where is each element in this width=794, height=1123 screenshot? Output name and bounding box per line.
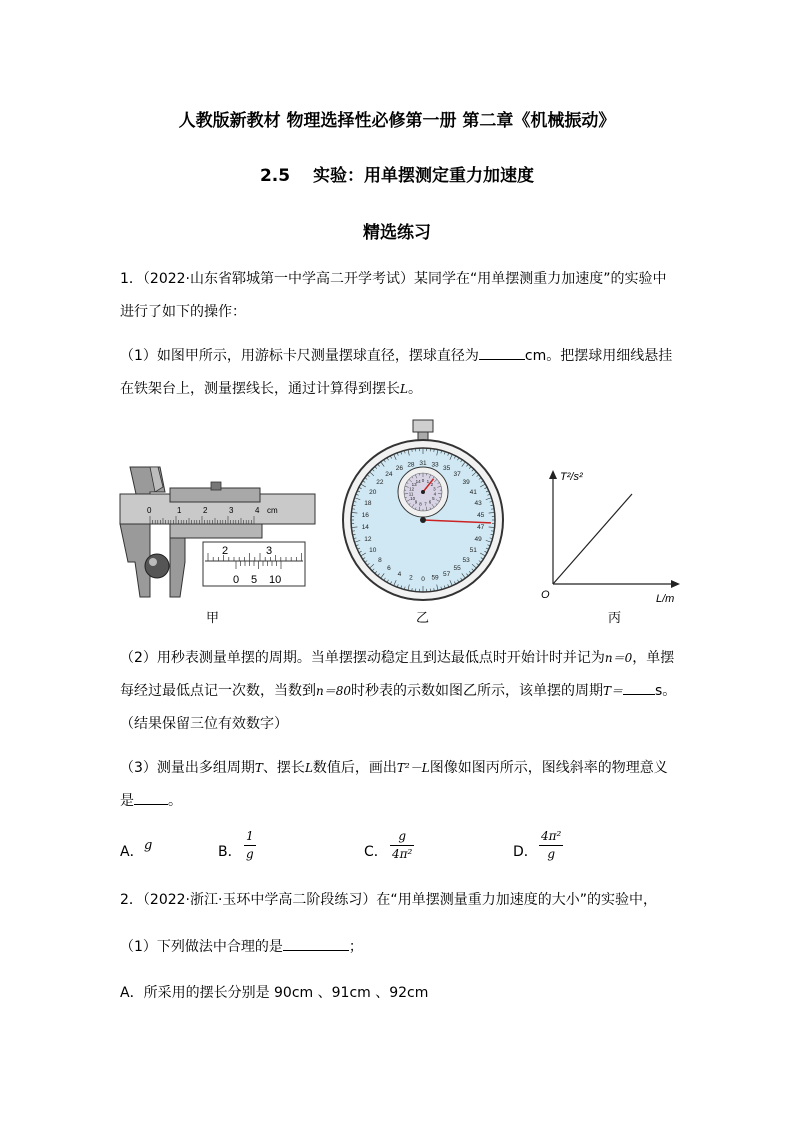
- dial-number: 45: [477, 511, 485, 519]
- subtitle: 精选练习: [363, 223, 431, 243]
- dial-number: 24: [385, 471, 393, 479]
- graph-line: [553, 494, 632, 584]
- answer-blank-q2[interactable]: [283, 935, 349, 951]
- minute-dial-number: 5: [432, 496, 435, 501]
- minute-dial-number: 6: [428, 499, 432, 505]
- dial-number: 16: [361, 511, 369, 519]
- option-d-fraction: 4π² g: [541, 829, 562, 861]
- zoom-vernier-label-10: 10: [269, 574, 282, 586]
- caliper-tick-label-2: 2: [203, 506, 208, 515]
- minute-dial-number: 3: [433, 486, 436, 492]
- answer-blank-period[interactable]: [623, 679, 655, 695]
- dial-number: 59: [431, 574, 439, 582]
- minute-dial-number: 2: [430, 481, 434, 487]
- dial-number: 20: [369, 489, 377, 496]
- dial-number: 53: [462, 556, 470, 564]
- dial-number: 28: [407, 461, 415, 469]
- q2-option-a: A．所采用的摆长分别是 90cm 、91cm 、92cm: [120, 985, 429, 1001]
- dial-number: 14: [361, 524, 369, 532]
- option-c-fraction: g 4π²: [392, 829, 413, 861]
- caliper-unit: cm: [267, 506, 278, 515]
- dial-number: 51: [469, 547, 477, 554]
- dial-number: 2: [409, 574, 413, 582]
- dial-number: 22: [376, 479, 384, 487]
- q2-part1: （1）下列做法中合理的是 ；: [120, 931, 680, 964]
- caliper-tick-label-0: 0: [147, 506, 152, 515]
- dial-number: 35: [442, 465, 451, 473]
- dial-number: 31: [419, 460, 427, 467]
- caliper-lock-screw: [211, 482, 221, 490]
- minute-dial-number: 12: [409, 486, 415, 492]
- figures-svg: [0, 412, 794, 632]
- graph-x-label: L/m: [656, 593, 675, 605]
- graph-y-label: T²/s²: [560, 471, 583, 483]
- dial-number: 6: [387, 564, 391, 572]
- vernier-caliper-figure: [120, 467, 315, 625]
- graph-x-arrow: [671, 580, 680, 588]
- minute-dial-number: 0: [421, 478, 425, 483]
- dial-number: 26: [395, 465, 404, 473]
- answer-blank-slope[interactable]: [134, 789, 168, 805]
- minute-dial-number: 13: [411, 481, 417, 487]
- option-b-fraction: 1 g: [246, 829, 254, 861]
- stopwatch-crown: [413, 420, 433, 432]
- minute-dial-number: 11: [408, 491, 414, 497]
- dial-number: 37: [453, 471, 461, 479]
- figure-label-bing: 丙: [608, 610, 622, 625]
- dial-number: 8: [378, 556, 382, 564]
- minute-dial-number: 9: [414, 499, 418, 505]
- zoom-vernier-label-5: 5: [251, 574, 258, 586]
- dial-number: 33: [431, 461, 439, 469]
- graph-y-arrow: [549, 470, 557, 479]
- q1-part2: （2）用秒表测量单摆的周期。当单摆摆动稳定且到达最低点时开始计时并记为n＝0，单摆每经过最低点记一次数，当数到n＝80时秒表的示数如图乙所示，该单摆的周期T＝ s。 （结果保留三位有效数字）: [120, 650, 677, 732]
- q1-options: A． g B． 1 g C． g 4π² D． 4π² g: [120, 829, 562, 861]
- pendulum-ball: [145, 554, 169, 578]
- dial-number: 4: [397, 570, 402, 578]
- graph-origin-label: O: [541, 589, 550, 601]
- zoom-main-label-3: 3: [266, 545, 273, 557]
- minute-dial-number: 4: [433, 491, 437, 497]
- zoom-main-label-2: 2: [222, 545, 229, 557]
- answer-blank-diameter[interactable]: [479, 344, 525, 360]
- q1-part1: （1）如图甲所示，用游标卡尺测量摆球直径，摆球直径为 cm。把摆球用细线悬挂在铁架台上，测量摆线长，通过计算得到摆长L。: [120, 340, 680, 406]
- minute-dial-number: 8: [419, 501, 422, 507]
- figure-label-jia: 甲: [206, 610, 220, 625]
- caliper-tick-label-4: 4: [255, 506, 260, 515]
- pendulum-ball-highlight: [149, 558, 157, 566]
- minute-dial-number: 10: [410, 496, 416, 501]
- caliper-vernier-plate: [170, 524, 262, 538]
- zoom-vernier-label-0: 0: [233, 574, 240, 586]
- document-title: 人教版新教材 物理选择性必修第一册 第二章《机械振动》: [178, 111, 616, 131]
- dial-number: 49: [474, 535, 482, 543]
- minute-dial-number: 1: [426, 479, 430, 485]
- dial-number: 12: [364, 535, 372, 543]
- minute-dial-number: 14: [415, 479, 421, 485]
- caliper-tick-label-3: 3: [229, 506, 234, 515]
- dial-number: 39: [462, 479, 470, 487]
- figure-row: [0, 412, 794, 632]
- q1-part3: （3）测量出多组周期T、摆长L数值后，画出T²－L图像如图丙所示，图线斜率的物理意义是 。: [120, 760, 668, 809]
- second-hand-pivot: [420, 517, 426, 523]
- caliper-fixed-jaw: [120, 524, 150, 597]
- minute-dial-number: 7: [424, 501, 427, 507]
- minute-hand-pivot: [421, 490, 425, 494]
- t2-l-graph-figure: [541, 470, 680, 625]
- dial-number: 47: [477, 524, 485, 532]
- dial-number: 0: [421, 576, 425, 583]
- option-a-expr: g: [144, 838, 153, 853]
- figure-label-yi: 乙: [416, 610, 430, 625]
- stopwatch-stem: [418, 432, 428, 440]
- stopwatch-figure: [343, 420, 503, 625]
- dial-number: 43: [474, 500, 482, 508]
- q2-stem: 2．（2022·浙江·玉环中学高二阶段练习）在“用单摆测量重力加速度的大小”的实验中，: [120, 892, 657, 908]
- dial-number: 57: [442, 570, 451, 578]
- q1-stem: 1．（2022·山东省郓城第一中学高二开学考试）某同学在“用单摆测重力加速度”的实验中进行了如下的操作：: [120, 271, 667, 320]
- caliper-moving-jaw: [170, 538, 185, 597]
- caliper-tick-label-1: 1: [177, 506, 182, 515]
- dial-number: 41: [469, 489, 477, 496]
- dial-number: 55: [453, 564, 461, 572]
- dial-number: 18: [364, 500, 372, 508]
- section-title: 2.5 实验：用单摆测定重力加速度: [259, 166, 535, 186]
- dial-number: 10: [369, 547, 377, 554]
